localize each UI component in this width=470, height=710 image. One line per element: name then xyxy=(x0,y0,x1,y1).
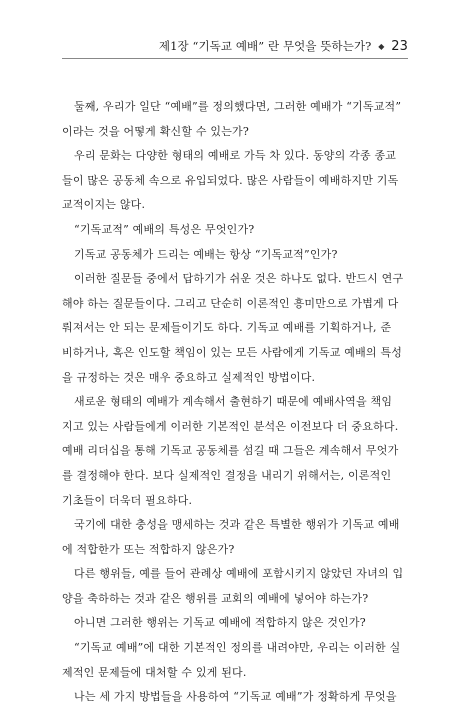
text-line: 기초들이 더욱더 필요하다. xyxy=(62,493,193,507)
chapter-title: “기독교 예배” 란 무엇을 뜻하는가? xyxy=(192,39,372,53)
text-line: “기독교 예배”에 대한 기본적인 정의를 내려야만, 우리는 이러한 실 xyxy=(74,641,401,655)
text-line: 뤄져서는 안 되는 문제들이기도 하다. 기독교 예배를 기획하거나, 준 xyxy=(62,321,392,335)
text-line: 를 결정해야 한다. 보다 실제적인 결정을 내리기 위해서는, 이론적인 xyxy=(62,468,392,482)
text-line: 아니면 그러한 행위는 기독교 예배에 적합하지 않은 것인가? xyxy=(74,616,366,630)
page-header xyxy=(0,0,470,70)
text-line: 이라는 것을 어떻게 확신할 수 있는가? xyxy=(62,124,249,138)
body-text xyxy=(62,95,408,710)
text-line: 양을 축하하는 것과 같은 행위를 교회의 예배에 넣어야 하는가? xyxy=(62,591,369,605)
header-rule xyxy=(62,58,408,59)
text-line: 이러한 질문들 중에서 답하기가 쉬운 것은 하나도 없다. 반드시 연구 xyxy=(74,272,404,286)
text-line: 새로운 형태의 예배가 계속해서 출현하기 때문에 예배사역을 책임 xyxy=(74,395,393,409)
text-line: 교적이지는 않다. xyxy=(62,198,146,212)
text-line: 에 적합한가 또는 적합하지 않은가? xyxy=(62,542,235,556)
diamond-separator-icon: ◆ xyxy=(378,42,385,51)
text-line: 나는 세 가지 방법들을 사용하여 “기독교 예배”가 정확하게 무엇을 xyxy=(74,690,397,704)
text-line: 비하거나, 혹은 인도할 책임이 있는 모든 사람에게 기독교 예배의 특성 xyxy=(62,345,403,359)
text-line: 지고 있는 사람들에게 이러한 기본적인 분석은 이전보다 더 중요하다. xyxy=(62,419,399,433)
text-line: 우리 문화는 다양한 형태의 예배로 가득 차 있다. 동양의 각종 종교 xyxy=(74,149,397,163)
text-line: 국기에 대한 충성을 맹세하는 것과 같은 특별한 행위가 기독교 예배 xyxy=(74,518,400,532)
text-line: 해야 하는 질문들이다. 그리고 단순히 이론적인 흥미만으로 가볍게 다 xyxy=(62,296,399,310)
text-line: 들이 많은 공동체 속으로 유입되었다. 많은 사람들이 예배하지만 기독 xyxy=(62,173,399,187)
running-head xyxy=(159,38,408,54)
text-line: 둘째, 우리가 일단 “예배”를 정의했다면, 그러한 예배가 “기독교적” xyxy=(74,100,402,113)
text-line: 다른 행위들, 예를 들어 관례상 예배에 포함시키지 않았던 자녀의 입 xyxy=(74,567,404,581)
text-line: 제적인 문제들에 대처할 수 있게 된다. xyxy=(62,665,247,679)
text-line: 을 규정하는 것은 매우 중요하고 실제적인 방법이다. xyxy=(62,370,316,384)
page-number: 23 xyxy=(391,39,408,54)
text-line: “기독교적” 예배의 특성은 무엇인가? xyxy=(74,222,255,236)
chapter-label: 제1장 xyxy=(158,39,189,53)
text-line: 기독교 공동체가 드리는 예배는 항상 “기독교적”인가? xyxy=(74,247,338,261)
text-line: 예배 리더십을 통해 기독교 공동체를 섬길 때 그들은 계속해서 무엇가 xyxy=(62,444,399,458)
